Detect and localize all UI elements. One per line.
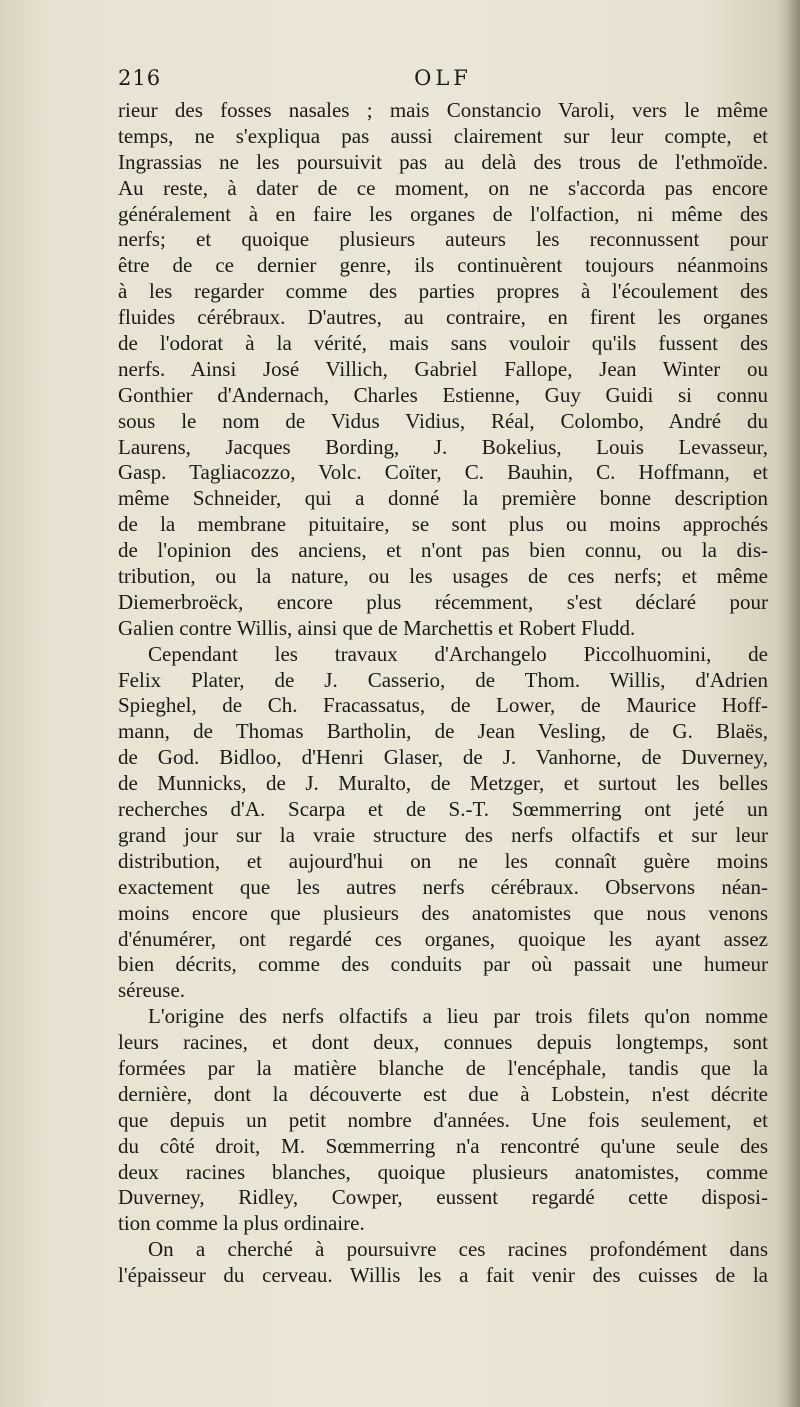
text-line: sous le nom de Vidus Vidius, Réal, Colombo, André du: [118, 408, 768, 433]
text-line: nerfs. Ainsi José Villich, Gabriel Fallope, Jean Winter ou: [118, 356, 768, 381]
text-line: rieur des fosses nasales ; mais Constancio Varoli, vers le même: [118, 98, 768, 122]
text-line: l'épaisseur du cerveau. Willis les a fait venir des cuisses de la: [118, 1263, 768, 1288]
text-line: être de ce dernier genre, ils continuèrent toujours néanmoins: [118, 253, 768, 278]
text-line: de la membrane pituitaire, se sont plus ou moins approchés: [118, 512, 768, 537]
text-line: deux racines blanches, quoique plusieurs anatomistes, comme: [118, 1159, 768, 1184]
text-line: distribution, et aujourd'hui on ne les connaît guère moins: [118, 848, 768, 873]
text-line: Cependant les travaux d'Archangelo Piccolhuomini, de: [148, 641, 768, 666]
text-line: de Munnicks, de J. Muralto, de Metzger, et surtout les belles: [118, 771, 768, 796]
body-text: [118, 98, 768, 1289]
text-line: Galien contre Willis, ainsi que de Marchettis et Robert Fludd.: [118, 615, 636, 640]
text-line: temps, ne s'expliqua pas aussi clairement sur leur compte, et: [118, 123, 768, 148]
text-line: Spieghel, de Ch. Fracassatus, de Lower, de Maurice Hoff-: [118, 693, 768, 718]
text-line: de l'odorat à la vérité, mais sans vouloir qu'ils fussent des: [118, 331, 768, 356]
text-line: séreuse.: [118, 978, 186, 1003]
text-line: Duverney, Ridley, Cowper, eussent regardé cette disposi-: [118, 1185, 768, 1210]
text-line: dernière, dont la découverte est due à Lobstein, n'est décrite: [118, 1081, 768, 1106]
text-line: formées par la matière blanche de l'encéphale, tandis que la: [118, 1055, 768, 1080]
text-line: recherches d'A. Scarpa et de S.-T. Sœmmerring ont jeté un: [118, 797, 768, 822]
text-line: On a cherché à poursuivre ces racines profondément dans: [148, 1237, 768, 1262]
text-line: de God. Bidloo, d'Henri Glaser, de J. Vanhorne, de Duverney,: [118, 745, 768, 770]
text-line: même Schneider, qui a donné la première bonne description: [118, 486, 768, 511]
text-line: tion comme la plus ordinaire.: [118, 1211, 365, 1236]
text-line: mann, de Thomas Bartholin, de Jean Vesling, de G. Blaës,: [118, 719, 768, 744]
text-line: bien décrits, comme des conduits par où passait une humeur: [118, 952, 768, 977]
text-line: Felix Plater, de J. Casserio, de Thom. Willis, d'Adrien: [118, 667, 768, 692]
text-line: Ingrassias ne les poursuivit pas au delà des trous de l'ethmoïde.: [118, 149, 768, 174]
running-head: OLF: [414, 66, 472, 90]
page-edge-shadow: [786, 0, 800, 1407]
text-line: nerfs; et quoique plusieurs auteurs les reconnussent pour: [118, 227, 768, 252]
text-line: du côté droit, M. Sœmmerring n'a rencontré qu'une seule des: [118, 1133, 768, 1158]
text-line: Laurens, Jacques Bording, J. Bokelius, Louis Levasseur,: [118, 434, 768, 459]
text-line: leurs racines, et dont deux, connues depuis longtemps, sont: [118, 1030, 768, 1055]
text-line: que depuis un petit nombre d'années. Une fois seulement, et: [118, 1107, 768, 1132]
text-line: Gasp. Tagliacozzo, Volc. Coïter, C. Bauhin, C. Hoffmann, et: [118, 460, 768, 485]
text-line: exactement que les autres nerfs cérébraux. Observons néan-: [118, 874, 768, 899]
text-line: Au reste, à dater de ce moment, on ne s'accorda pas encore: [118, 175, 768, 200]
page-header: [118, 66, 768, 98]
page-number: 216: [118, 66, 162, 90]
text-line: d'énumérer, ont regardé ces organes, quoique les ayant assez: [118, 926, 768, 951]
text-line: fluides cérébraux. D'autres, au contraire, en firent les organes: [118, 305, 768, 330]
text-line: à les regarder comme des parties propres à l'écoulement des: [118, 279, 768, 304]
text-line: L'origine des nerfs olfactifs a lieu par trois filets qu'on nomme: [148, 1004, 768, 1029]
text-line: Gonthier d'Andernach, Charles Estienne, Guy Guidi si connu: [118, 382, 768, 407]
text-line: de l'opinion des anciens, et n'ont pas bien connu, ou la dis-: [118, 538, 768, 563]
text-line: généralement à en faire les organes de l'olfaction, ni même des: [118, 201, 768, 226]
text-line: grand jour sur la vraie structure des nerfs olfactifs et sur leur: [118, 822, 768, 847]
text-line: Diemerbroëck, encore plus récemment, s'est déclaré pour: [118, 589, 768, 614]
text-line: moins encore que plusieurs des anatomistes que nous venons: [118, 900, 768, 925]
text-line: tribution, ou la nature, ou les usages de ces nerfs; et même: [118, 564, 768, 589]
